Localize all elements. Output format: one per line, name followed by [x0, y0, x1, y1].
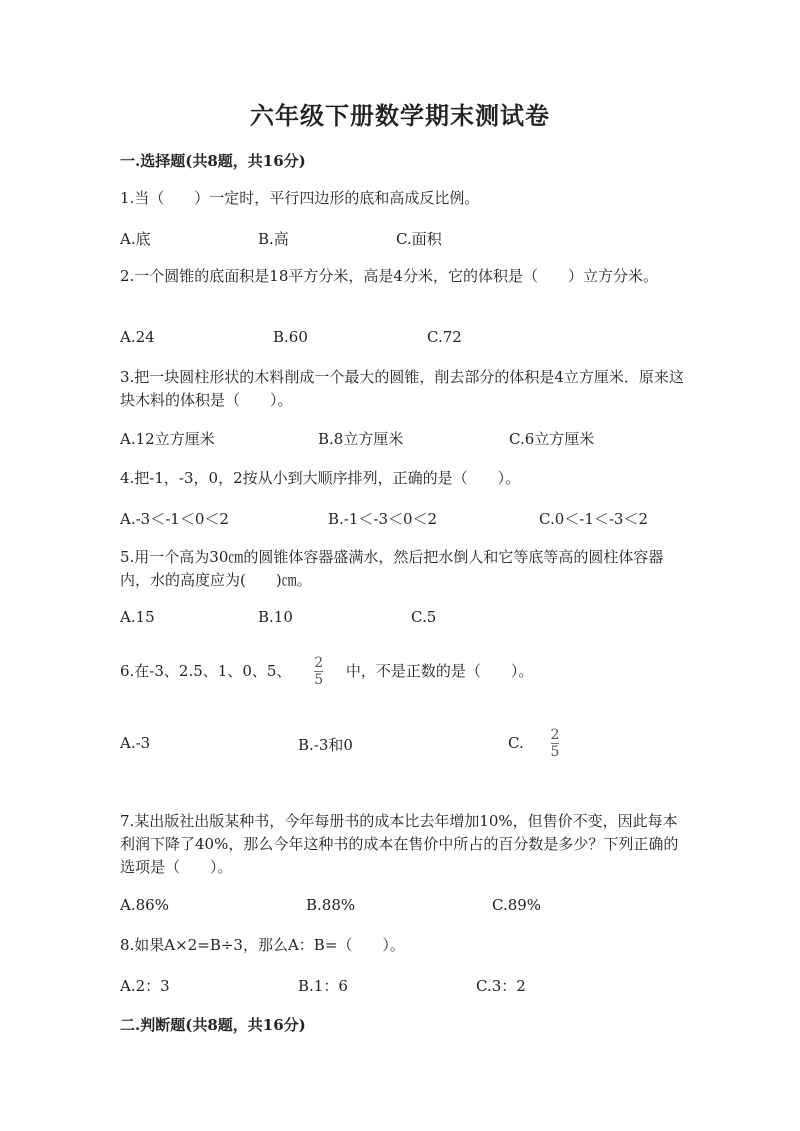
q8-option-a: A.2：3	[120, 977, 170, 995]
q6-option-c	[508, 726, 563, 760]
q8-option-b: B.1：6	[298, 977, 348, 995]
q5-option-a: A.15	[120, 608, 155, 626]
q7-option-b: B.88%	[306, 896, 356, 914]
q5-option-b: B.10	[258, 608, 293, 626]
question-5: 5.用一个高为30㎝的圆锥体容器盛满水，然后把水倒人和它等底等高的圆柱体容器内，水的高度应为( )㎝。	[120, 548, 664, 589]
q3-option-c: C.6立方厘米	[509, 430, 595, 448]
q2-option-b: B.60	[273, 328, 308, 346]
q1-option-a: A.底	[120, 230, 151, 248]
q3-option-b: B.8立方厘米	[318, 430, 404, 448]
question-3: 3.把一块圆柱形状的木料削成一个最大的圆锥，削去部分的体积是4立方厘米．原来这块木料的体积是（ ）。	[120, 368, 684, 409]
q3-option-a: A.12立方厘米	[120, 430, 215, 448]
q4-option-a: A.-3＜-1＜0＜2	[120, 510, 229, 528]
q7-option-c: C.89%	[492, 896, 542, 914]
q5-option-c: C.5	[411, 608, 437, 626]
q7-option-a: A.86%	[120, 896, 169, 914]
q6-text-after: 中，不是正数的是（ ）。	[345, 662, 534, 680]
question-6	[120, 654, 692, 688]
q2-option-c: C.72	[427, 328, 462, 346]
q6-option-c-fraction	[551, 728, 560, 760]
question-4: 4.把-1，-3，0，2按从小到大顺序排列，正确的是（ ）。	[120, 469, 521, 487]
question-1: 1.当（ ）一定时，平行四边形的底和高成反比例。	[120, 189, 480, 207]
q6-option-b: B.-3和0	[298, 736, 353, 754]
q6-text-before: 6.在-3、2.5、1、0、5、	[120, 662, 292, 680]
q4-option-c: C.0＜-1＜-3＜2	[539, 510, 649, 528]
section-heading-judgement: 二.判断题(共8题，共16分)	[120, 1016, 306, 1034]
q4-option-b: B.-1＜-3＜0＜2	[328, 510, 438, 528]
q1-option-c: C.面积	[396, 230, 442, 248]
q6-option-c-numerator: 2	[550, 727, 560, 743]
q1-option-b: B.高	[258, 230, 289, 248]
q6-fraction-numerator: 2	[314, 655, 324, 671]
q2-option-a: A.24	[120, 328, 155, 346]
q6-option-a: A.-3	[120, 734, 151, 752]
page-title: 六年级下册数学期末测试卷	[250, 101, 550, 130]
section-heading-choice: 一.选择题(共8题，共16分)	[120, 152, 306, 170]
q6-fraction	[314, 656, 323, 688]
q8-option-c: C.3：2	[476, 977, 526, 995]
q6-option-c-label: C.	[508, 734, 524, 752]
question-2: 2.一个圆锥的底面积是18平方分米，高是4分米，它的体积是（ ）立方分米。	[120, 267, 658, 285]
question-8: 8.如果A×2=B÷3，那么A：B=（ ）。	[120, 936, 405, 954]
question-7: 7.某出版社出版某种书，今年每册书的成本比去年增加10%，但售价不变，因此每本利润下降了40%，那么今年这种书的成本在售价中所占的百分数是多少？下列正确的选项是（ ）。	[120, 812, 679, 876]
q6-fraction-denominator: 5	[314, 672, 324, 688]
q6-option-c-denominator: 5	[550, 744, 560, 760]
